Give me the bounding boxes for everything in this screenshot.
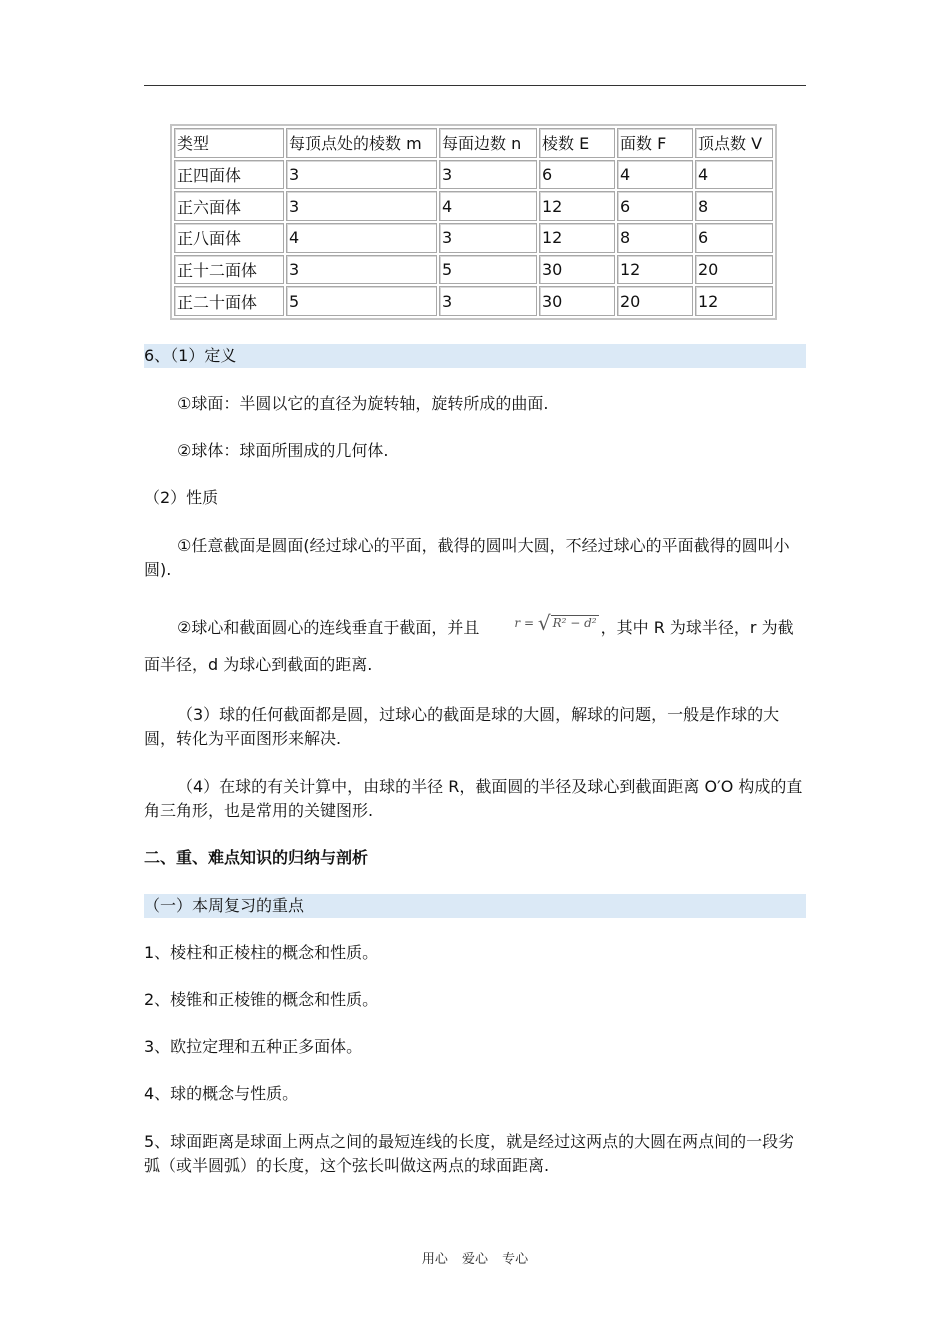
table-cell: 30	[539, 286, 615, 316]
table-row	[174, 160, 773, 190]
table-cell: 4	[695, 160, 773, 190]
table-cell: 正八面体	[174, 223, 284, 253]
table-cell: 5	[286, 286, 437, 316]
table-cell: 30	[539, 255, 615, 285]
table-header-cell: 每顶点处的棱数 m	[286, 128, 437, 158]
table-cell: 5	[439, 255, 537, 285]
list-item: 2、棱锥和正棱锥的概念和性质。	[144, 990, 379, 1009]
table-cell: 12	[695, 286, 773, 316]
table-cell: 4	[439, 191, 537, 221]
page-footer: 用心 爱心 专心	[421, 1252, 529, 1267]
list-item: 5、球面距离是球面上两点之间的最短连线的长度，就是经过这两点的大圆在两点间的一段劣弧（或半圆弧）的长度，这个弦长叫做这两点的球面距离.	[144, 1132, 795, 1175]
table-cell: 20	[617, 286, 693, 316]
table-cell: 3	[286, 255, 437, 285]
list-item: 1、棱柱和正棱柱的概念和性质。	[144, 943, 379, 962]
table-cell: 6	[617, 191, 693, 221]
paragraph-4: （4）在球的有关计算中，由球的半径 R，截面圆的半径及球心到截面距离 O′O 构成的直角三角形，也是常用的关键图形.	[144, 777, 803, 820]
table-cell: 正二十面体	[174, 286, 284, 316]
table-header-row	[174, 128, 773, 158]
list-item: 3、欧拉定理和五种正多面体。	[144, 1037, 363, 1056]
property-2	[144, 608, 806, 683]
table-row	[174, 223, 773, 253]
section-2-title: 二、重、难点知识的归纳与剖析	[144, 848, 369, 867]
table-cell: 12	[539, 223, 615, 253]
table-header-cell: 顶点数 V	[695, 128, 773, 158]
paragraph-3: （3）球的任何截面都是圆，过球心的截面是球的大圆，解球的问题，一般是作球的大圆，转化为平面图形来解决.	[144, 705, 780, 748]
property-2-text-a: ②球心和截面圆心的连线垂直于截面，并且	[177, 618, 480, 637]
table-header-cell: 棱数 E	[539, 128, 615, 158]
table-cell: 12	[617, 255, 693, 285]
property-1: ①任意截面是圆面(经过球心的平面，截得的圆叫大圆，不经过球心的平面截得的圆叫小圆).	[144, 536, 790, 579]
property-2-text-b: ，其中 R 为球半径，r 为截面半径，d 为球心到截面的距离.	[144, 618, 794, 674]
table-row	[174, 286, 773, 316]
definition-sphere-solid: ②球体：球面所围成的几何体.	[177, 441, 389, 460]
table-cell: 4	[617, 160, 693, 190]
table-cell: 正四面体	[174, 160, 284, 190]
table-header-cell: 类型	[174, 128, 284, 158]
formula-equals: =	[523, 616, 534, 630]
formula-radicand: R² − d²	[552, 616, 597, 630]
table-cell: 8	[617, 223, 693, 253]
list-item: 4、球的概念与性质。	[144, 1084, 299, 1103]
section-6-heading: 6、（1）定义	[144, 344, 806, 368]
polyhedra-table	[170, 124, 777, 320]
table-row	[174, 255, 773, 285]
table-cell: 3	[286, 191, 437, 221]
table-cell: 3	[286, 160, 437, 190]
table-row	[174, 191, 773, 221]
definition-sphere-surface: ①球面：半圆以它的直径为旋转轴，旋转所成的曲面.	[177, 394, 549, 413]
table-cell: 3	[439, 160, 537, 190]
table-cell: 20	[695, 255, 773, 285]
radius-formula	[481, 602, 598, 641]
table-cell: 3	[439, 286, 537, 316]
sqrt-icon: √	[537, 611, 551, 635]
header-rule	[144, 85, 806, 86]
table-cell: 6	[695, 223, 773, 253]
table-cell: 6	[539, 160, 615, 190]
table-header-cell: 每面边数 n	[439, 128, 537, 158]
table-cell: 12	[539, 191, 615, 221]
table-cell: 正六面体	[174, 191, 284, 221]
key-points-heading: （一）本周复习的重点	[144, 894, 806, 918]
properties-heading: （2）性质	[144, 488, 219, 507]
formula-r: r	[514, 616, 521, 630]
table-cell: 3	[439, 223, 537, 253]
table-header-cell: 面数 F	[617, 128, 693, 158]
table-cell: 4	[286, 223, 437, 253]
table-cell: 正十二面体	[174, 255, 284, 285]
table-cell: 8	[695, 191, 773, 221]
